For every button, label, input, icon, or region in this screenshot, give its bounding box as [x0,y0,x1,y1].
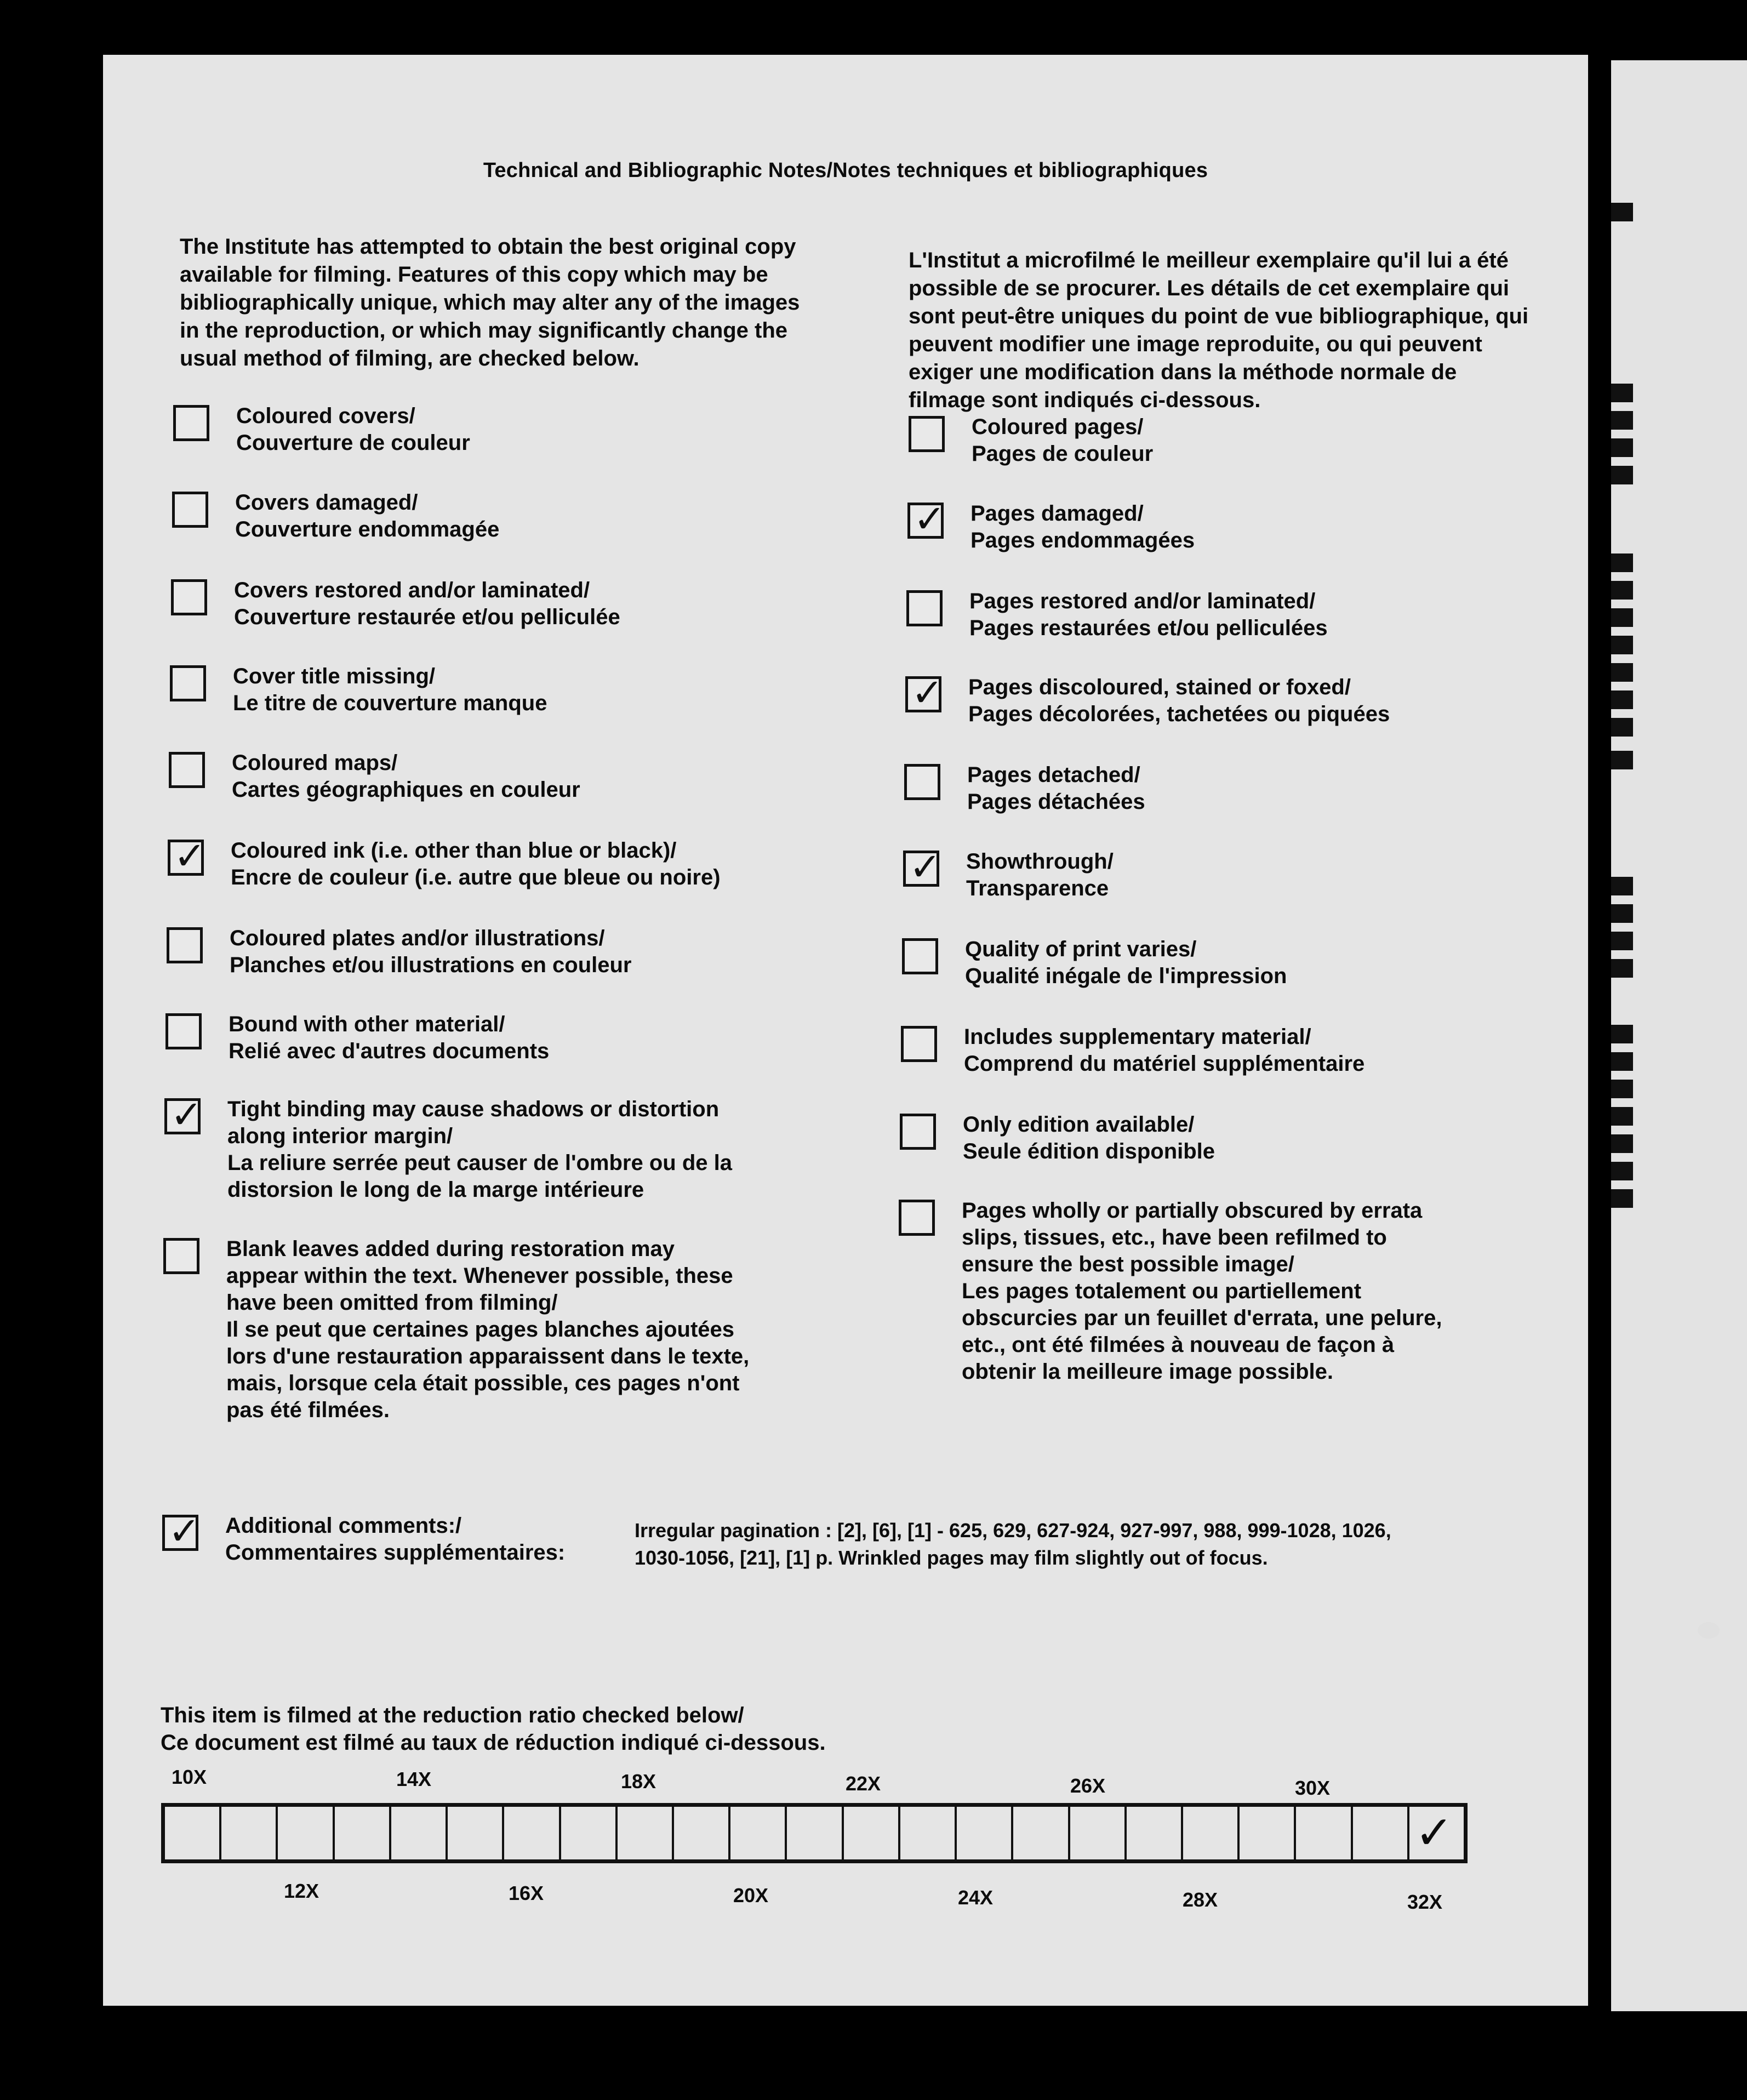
item-label [233,663,880,717]
checkbox[interactable] [170,665,206,701]
item-label [234,577,881,631]
checkbox[interactable] [903,844,941,889]
additional-comments-text [635,1517,1391,1572]
label-line: pas été filmées. [226,1398,390,1422]
intro-french [909,247,1539,414]
label-line: Planches et/ou illustrations en couleur [230,953,632,977]
checkbox[interactable] [906,590,943,626]
label-line: Pages damaged/ [970,501,1144,526]
ratio-label: 20X [733,1884,769,1907]
item-label [226,1236,873,1424]
checkbox[interactable] [902,938,938,974]
checkbox[interactable] [169,752,205,788]
ratio-cell[interactable] [1296,1807,1352,1859]
label-line: Couverture endommagée [235,517,500,541]
document-page [103,55,1588,2006]
label-line: Il se peut que certaines pages blanches ajoutées [226,1317,735,1342]
label-line: Pages restaurées et/ou pelliculées [969,616,1328,640]
ratio-cell[interactable] [335,1807,391,1859]
label-line: Pages décolorées, tachetées ou piquées [968,702,1390,726]
label-line: Pages restored and/or laminated/ [969,589,1316,613]
label-line: obtenir la meilleure image possible. [962,1360,1333,1384]
item-label [965,936,1612,990]
label-line: slips, tissues, etc., have been refilmed to [962,1225,1387,1249]
item-label [963,1111,1609,1165]
ratio-cell[interactable] [561,1807,618,1859]
checkbox[interactable] [162,1509,201,1554]
ratio-cell[interactable] [165,1807,221,1859]
item-label [972,414,1618,467]
ratio-label: 12X [284,1880,319,1902]
ratio-label: 30X [1295,1777,1331,1799]
label-line: Les pages totalement ou partiellement [962,1279,1362,1303]
label-line: Seule édition disponible [963,1139,1215,1163]
ratio-cell[interactable] [1070,1807,1127,1859]
ratio-label: 24X [958,1886,994,1909]
label-line: Additional comments:/ [225,1514,462,1538]
check-mark-icon: ✓ [909,844,941,889]
ratio-cell[interactable] [844,1807,900,1859]
label-line: Covers damaged/ [235,490,418,515]
check-mark-icon: ✓ [911,670,944,715]
ratio-cell[interactable] [1409,1807,1464,1859]
label-line: lors d'une restauration apparaissent dans le texte, [226,1344,750,1368]
intro-english [180,233,815,373]
label-line: Pages endommagées [970,528,1195,552]
ratio-label: 28X [1183,1888,1218,1911]
item-label [232,750,878,803]
check-mark-icon: ✓ [914,497,946,541]
ratio-label: 32X [1407,1891,1443,1913]
label-line: Commentaires supplémentaires: [225,1540,566,1565]
label-line: Relié avec d'autres documents [229,1039,550,1063]
item-label [231,837,877,891]
ratio-label: 14X [396,1768,432,1790]
label-line: Blank leaves added during restoration may [226,1237,675,1261]
ratio-cell[interactable] [1183,1807,1240,1859]
page-title: Technical and Bibliographic Notes/Notes techniques et bibliographiques [483,159,1208,182]
ratio-cell[interactable] [957,1807,1013,1859]
intro-french-text: L'Institut a microfilmé le meilleur exemplaire qu'il lui a été possible de se procurer. Les détails de cet exemplaire qui sont peut-être uniques du point de vue bibliographique, qui peuvent modifier une image reproduite, ou qui peuvent exiger une modification dans la méthode normale de filmage sont indiqués ci-dessous. [909,248,1529,412]
ratio-label: 18X [621,1770,656,1793]
checkbox[interactable] [172,492,208,528]
checkbox[interactable] [167,927,203,963]
check-mark-icon: ✓ [168,1509,201,1554]
label-line: Bound with other material/ [229,1012,505,1036]
item-label [227,1096,874,1203]
label-line: have been omitted from filming/ [226,1291,558,1315]
check-mark-icon: ✓ [174,834,206,878]
item-label [230,925,876,979]
ratio-cell[interactable] [448,1807,504,1859]
ratio-cell[interactable] [278,1807,334,1859]
label-line: Coloured plates and/or illustrations/ [230,926,605,950]
label-line: along interior margin/ [227,1124,453,1148]
label-line: La reliure serrée peut causer de l'ombre ou de la [227,1151,732,1175]
intro-english-text: The Institute has attempted to obtain the best original copy available for filming. Features of this copy which may be bibliographically unique, which may alter any of the images in the reproduction, or which may significantly change the usual method of filming, are checked below. [180,235,800,370]
ratio-cell[interactable] [787,1807,843,1859]
label-line: Coloured pages/ [972,415,1144,439]
label-line: Cartes géographiques en couleur [232,778,580,802]
checkbox[interactable] [905,670,944,715]
label-line: Coloured ink (i.e. other than blue or black)/ [231,838,677,863]
reduction-ratio-grid [161,1803,1468,1863]
label-line: Pages detached/ [967,763,1140,787]
reduction-heading-en: This item is filmed at the reduction ratio checked below/ [161,1703,744,1727]
checkbox[interactable] [164,1092,203,1137]
label-line: distorsion le long de la marge intérieure [227,1178,644,1202]
ratio-cell[interactable] [1240,1807,1296,1859]
checkbox[interactable] [165,1013,202,1049]
label-line: Pages de couleur [972,442,1154,466]
reduction-ratio-heading [161,1702,826,1756]
item-label [966,848,1613,902]
ratio-cell[interactable] [1013,1807,1070,1859]
label-line: Comprend du matériel supplémentaire [964,1052,1365,1076]
item-label [968,674,1615,728]
ratio-cell[interactable] [674,1807,730,1859]
ratio-cell[interactable] [900,1807,957,1859]
label-line: obscurcies par un feuillet d'errata, une pelure, [962,1306,1442,1330]
label-line: Cover title missing/ [233,664,435,688]
ratio-cell[interactable] [221,1807,278,1859]
label-line: Tight binding may cause shadows or distortion [227,1097,720,1121]
checkbox[interactable] [907,497,946,541]
comment-line: 1030-1056, [21], [1] p. Wrinkled pages may film slightly out of focus. [635,1547,1268,1569]
label-line: Encre de couleur (i.e. autre que bleue ou noire) [231,865,721,889]
item-label [962,1197,1608,1385]
item-label [967,762,1614,815]
label-line: Pages détachées [967,790,1145,814]
checkbox[interactable] [901,1026,937,1062]
checkbox[interactable] [904,764,940,800]
item-label [964,1024,1611,1077]
label-line: appear within the text. Whenever possible, these [226,1264,733,1288]
checkbox[interactable] [173,405,209,441]
label-line: Covers restored and/or laminated/ [234,578,590,602]
ratio-cell[interactable] [1127,1807,1183,1859]
check-mark-icon: ✓ [1414,1806,1454,1859]
label-line: Le titre de couverture manque [233,691,547,715]
label-line: Only edition available/ [963,1112,1195,1137]
item-label [970,500,1617,554]
checkbox[interactable] [900,1114,936,1150]
label-line: Includes supplementary material/ [964,1025,1311,1049]
ratio-cell[interactable] [504,1807,561,1859]
ratio-cell[interactable] [730,1807,787,1859]
checkbox[interactable] [171,579,207,615]
check-mark-icon: ✓ [170,1092,203,1137]
label-line: Coloured maps/ [232,751,398,775]
label-line: Couverture de couleur [236,431,470,455]
ratio-label: 10X [172,1766,207,1788]
label-line: Showthrough/ [966,849,1114,874]
checkbox[interactable] [163,1238,199,1274]
item-label [236,403,883,456]
label-line: Qualité inégale de l'impression [965,964,1287,988]
item-label [229,1011,875,1065]
label-line: Pages wholly or partially obscured by errata [962,1199,1423,1223]
ratio-label: 16X [509,1882,544,1904]
label-line: ensure the best possible image/ [962,1252,1294,1276]
adjacent-page-edge [1611,60,1747,2011]
checkbox[interactable] [909,416,945,452]
checkbox[interactable] [899,1200,935,1236]
label-line: Pages discoloured, stained or foxed/ [968,675,1351,699]
comment-line: Irregular pagination : [2], [6], [1] - 625, 629, 627-924, 927-997, 988, 999-1028, 1026, [635,1519,1391,1542]
ratio-cell[interactable] [618,1807,674,1859]
ratio-label: 26X [1070,1774,1106,1797]
reduction-heading-fr: Ce document est filmé au taux de réduction indiqué ci-dessous. [161,1731,826,1755]
checkbox[interactable] [168,834,206,878]
label-line: Couverture restaurée et/ou pelliculée [234,605,620,629]
label-line: etc., ont été filmées à nouveau de façon à [962,1333,1395,1357]
label-line: mais, lorsque cela était possible, ces pages n'ont [226,1371,740,1395]
label-line: Transparence [966,876,1109,900]
item-label [969,588,1616,642]
item-label [235,489,882,543]
label-line: Quality of print varies/ [965,937,1197,961]
ratio-label: 22X [846,1772,881,1795]
label-line: Coloured covers/ [236,404,415,428]
ratio-cell[interactable] [391,1807,448,1859]
ratio-cell[interactable] [1353,1807,1409,1859]
